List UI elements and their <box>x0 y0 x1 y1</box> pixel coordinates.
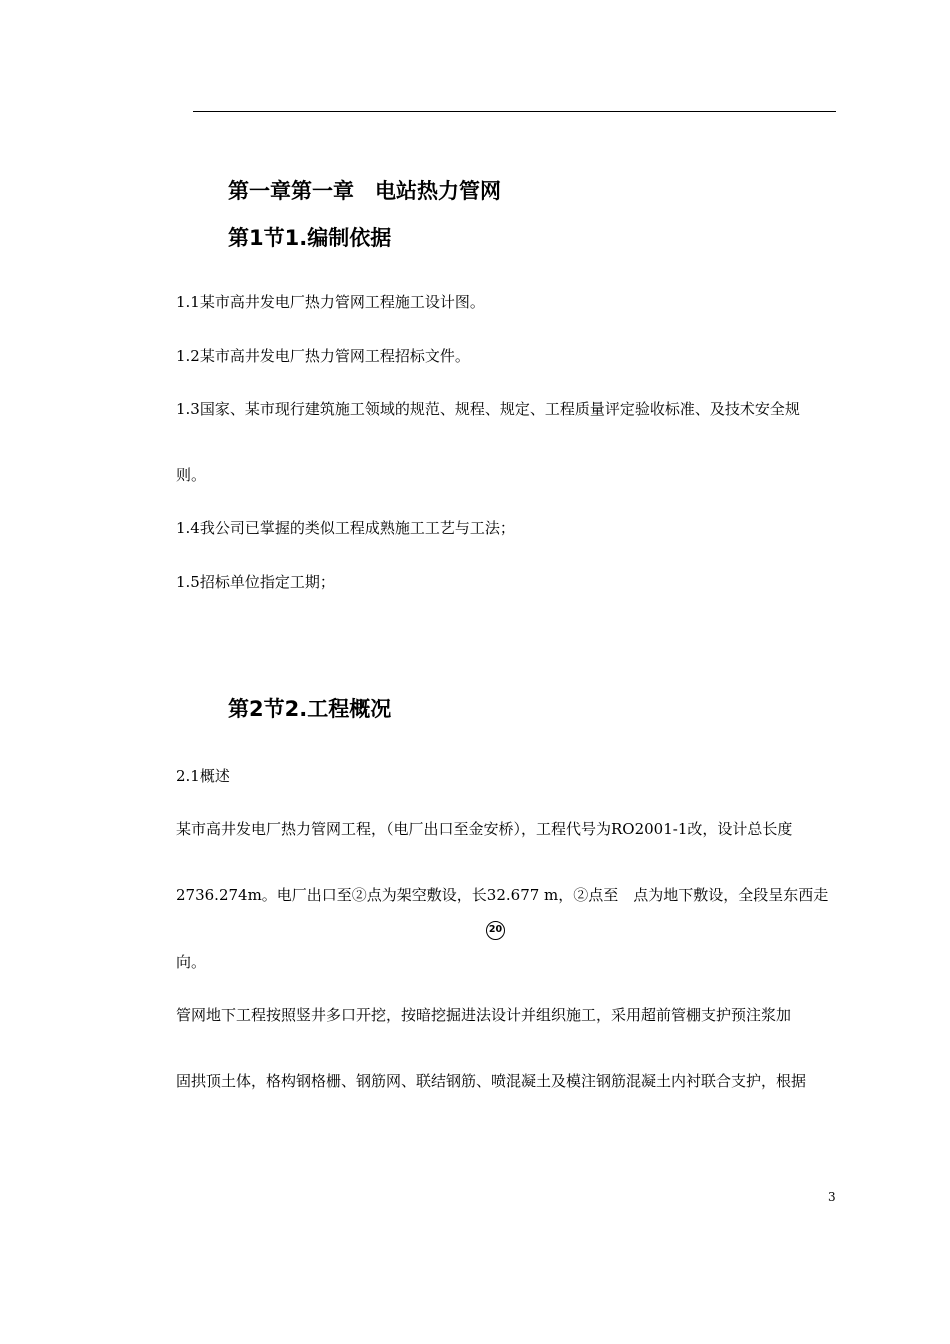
section-1-title: 第1节1.编制依据 <box>228 226 392 250</box>
chapter-title: 第一章第一章 电站热力管网 <box>228 179 501 203</box>
page-number: 3 <box>828 1190 836 1204</box>
basis-item-1-2: 1.2某市高井发电厂热力管网工程招标文件。 <box>176 347 470 365</box>
overview-line: 固拱顶土体，格构钢格栅、钢筋网、联结钢筋、喷混凝土及模注钢筋混凝土内衬联合支护，根据 <box>176 1072 807 1090</box>
section-2-title: 第2节2.工程概况 <box>228 697 392 721</box>
circled-number-marker: 20 <box>486 921 505 940</box>
overview-line: 管网地下工程按照竖井多口开挖，按暗挖掘进法设计并组织施工，采用超前管棚支护预注浆加 <box>176 1006 792 1024</box>
overview-line: 向。 <box>176 953 207 971</box>
header-rule <box>193 111 836 112</box>
overview-line: 2736.274m。电厂出口至②点为架空敷设，长32.677 m，②点至 点为地下敷设，全段呈东西走 <box>176 886 829 904</box>
overview-line: 某市高井发电厂热力管网工程，（电厂出口至金安桥），工程代号为RO2001-1改，设计总长度 <box>176 820 793 838</box>
basis-item-1-3: 1.3国家、某市现行建筑施工领域的规范、规程、规定、工程质量评定验收标准、及技术安全规 <box>176 400 800 418</box>
basis-item-1-1: 1.1某市高井发电厂热力管网工程施工设计图。 <box>176 293 485 311</box>
overview-subheading: 2.1概述 <box>176 767 230 785</box>
basis-item-1-3-continuation: 则。 <box>176 466 207 484</box>
basis-item-1-5: 1.5招标单位指定工期； <box>176 573 335 591</box>
basis-item-1-4: 1.4我公司已掌握的类似工程成熟施工工艺与工法； <box>176 519 515 537</box>
